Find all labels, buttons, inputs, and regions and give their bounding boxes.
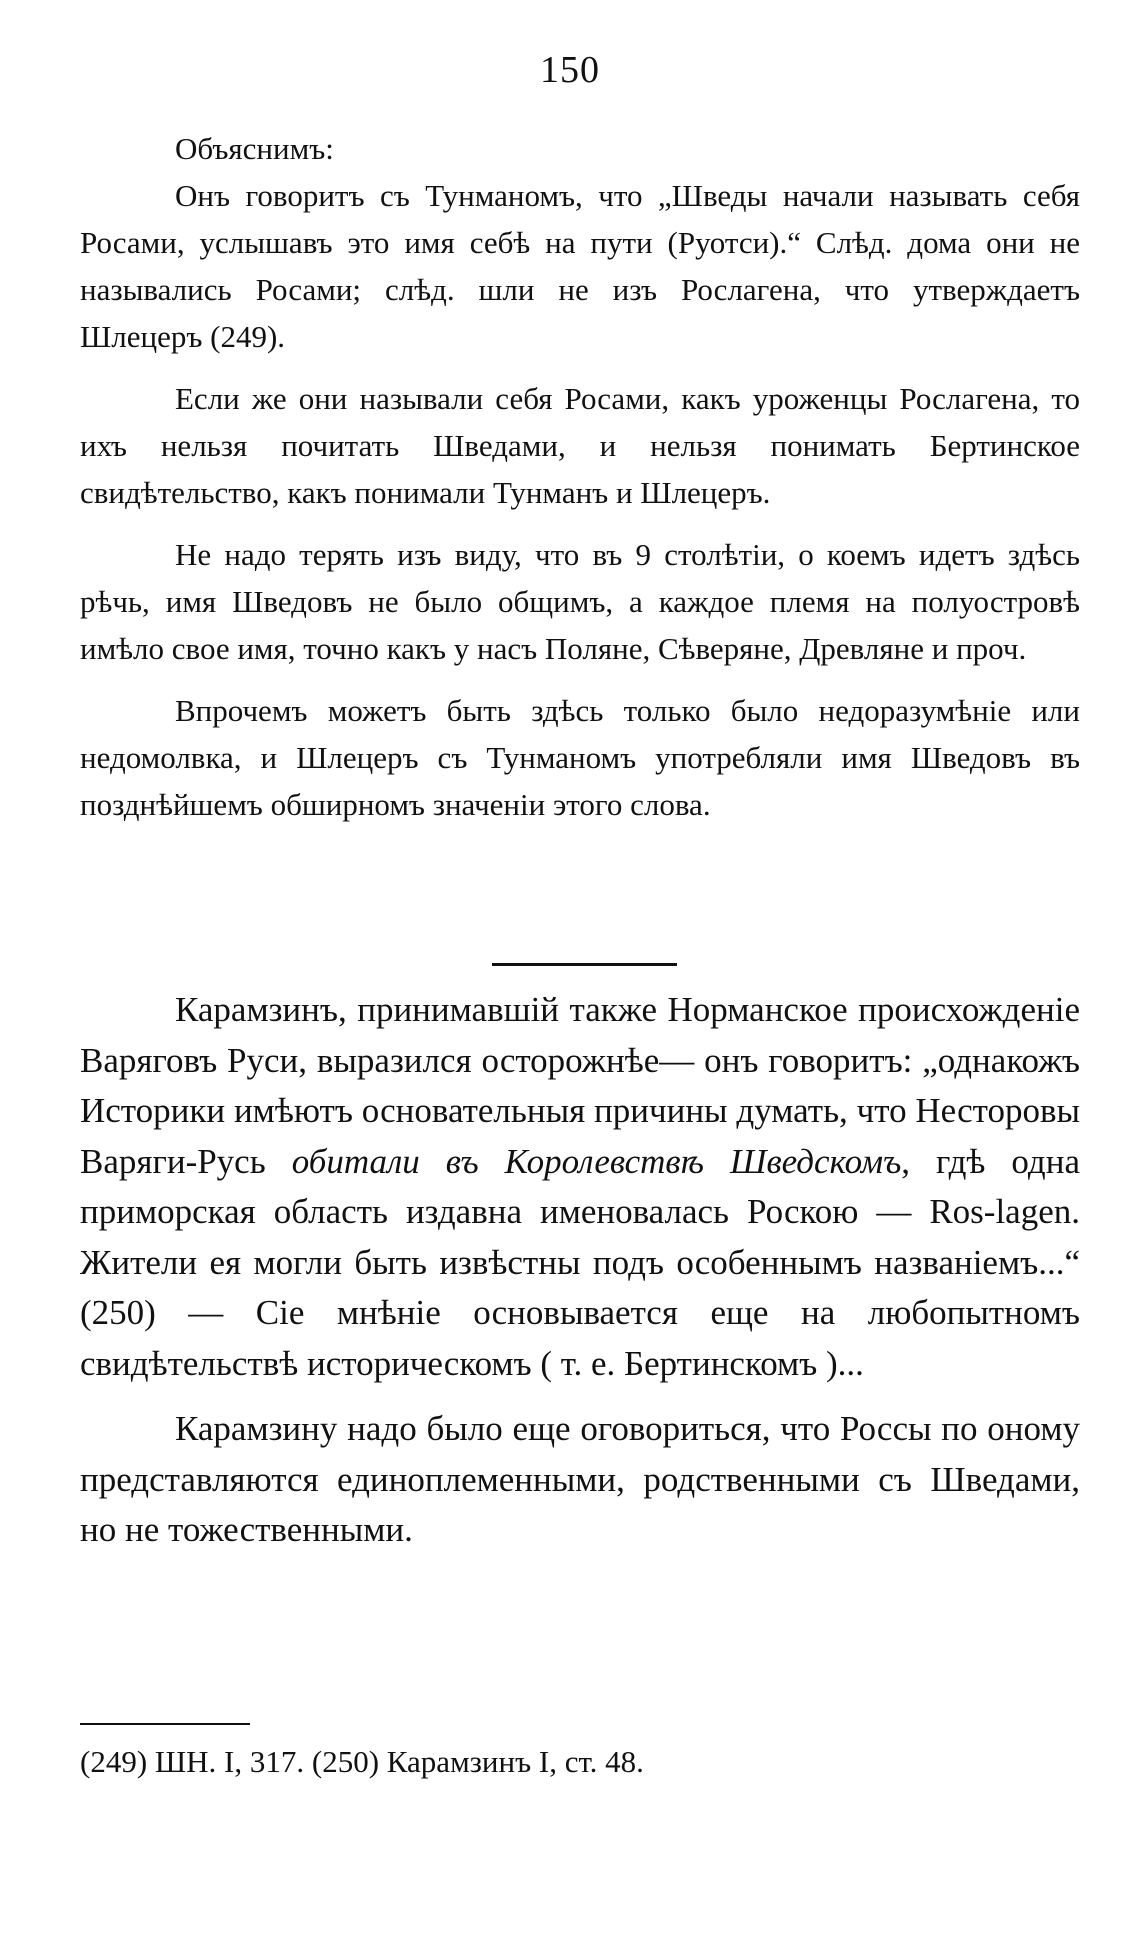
footnotes: (249) ШН. I, 317. (250) Карамзинъ I, ст. 48.	[80, 1744, 644, 1779]
section-2	[80, 985, 1080, 1571]
paragraph	[80, 985, 1080, 1389]
section-1-heading: Объяснимъ:	[175, 131, 334, 166]
italic-quote: обитали въ Королевствѣ Шведскомъ	[291, 1141, 902, 1181]
section-1	[80, 125, 1080, 843]
paragraph-text: , гдѣ одна приморская область издавна именовалась Роскою — Ros-lagen. Жители ея могли быть извѣстны подъ особеннымъ названіемъ...“ (250) — Сіе мнѣніе основывается еще на любопытномъ свидѣтельствѣ историческомъ ( т. е. Бертинскомъ )...	[80, 1141, 1080, 1383]
paragraph-text: Карамзинъ, принимавшій также Норманское происхожденіе Варяговъ Руси, выразился осторожнѣе— онъ говоритъ: „однакожъ Историки имѣютъ основательныя причины думать, что Несторовы Варяги-Русь	[80, 990, 1080, 1181]
paragraph: Впрочемъ можетъ быть здѣсь только было недоразумѣніе или недомолвка, и Шлецеръ съ Тунманомъ употребляли имя Шведовъ въ позднѣйшемъ обширномъ значеніи этого слова.	[80, 693, 1080, 822]
paragraph: Не надо терять изъ виду, что въ 9 столѣтіи, о коемъ идетъ здѣсь рѣчь, имя Шведовъ не было общимъ, а каждое племя на полуостровѣ имѣло свое имя, точно какъ у насъ Поляне, Сѣверяне, Древляне и проч.	[80, 537, 1080, 666]
section-divider	[492, 963, 677, 966]
paragraph: Карамзину надо было еще оговориться, что Россы по оному представляются единоплеменными, родственными съ Шведами, но не тожественными.	[80, 1409, 1080, 1549]
page-number: 150	[540, 49, 600, 91]
paragraph: Если же они называли себя Росами, какъ уроженцы Рослагена, то ихъ нельзя почитать Шведами, и нельзя понимать Бертинское свидѣтельство, какъ понимали Тунманъ и Шлецеръ.	[80, 381, 1080, 510]
paragraph: Онъ говоритъ съ Тунманомъ, что „Шведы начали называть себя Росами, услышавъ это имя себѣ на пути (Руотси).“ Слѣд. дома они не назывались Росами; слѣд. шли не изъ Рослагена, что утверждаетъ Шлецеръ (249).	[80, 178, 1080, 354]
footnote-rule	[80, 1723, 250, 1725]
